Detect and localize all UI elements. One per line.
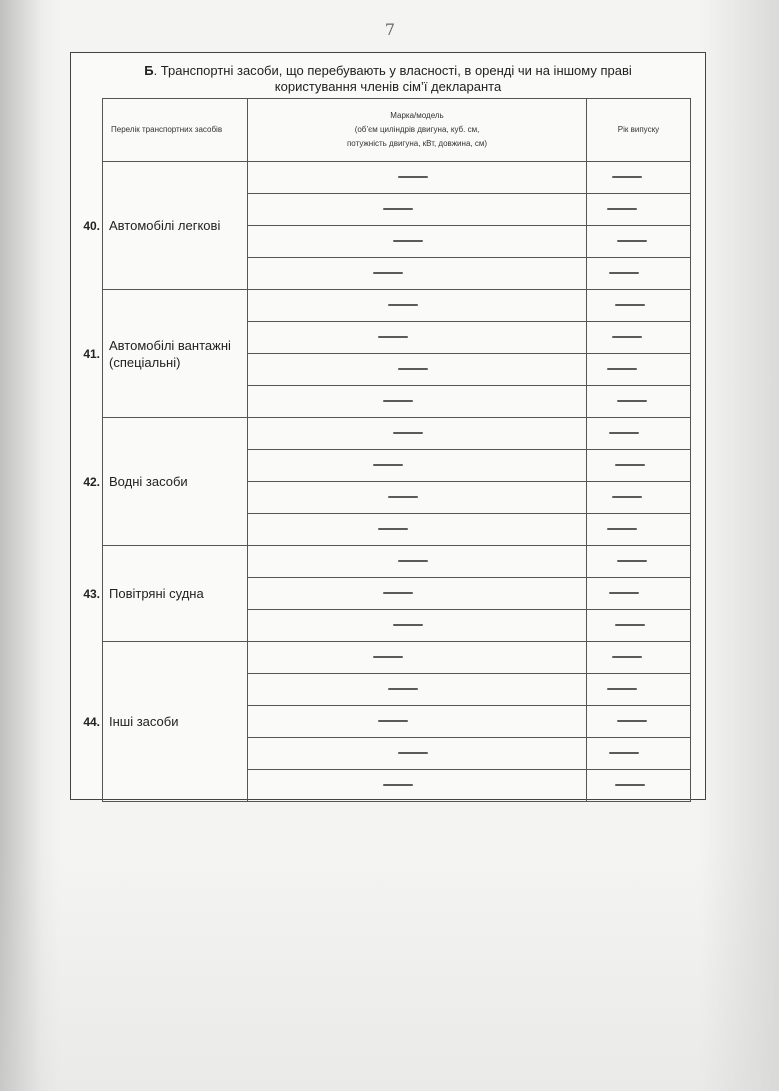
empty-entry-dash xyxy=(609,592,639,594)
model-cell xyxy=(248,290,587,322)
category-cell xyxy=(83,162,248,290)
empty-entry-dash xyxy=(609,272,639,274)
model-cell xyxy=(248,322,587,354)
model-cell xyxy=(248,450,587,482)
section-title-line2: користування членів сім’ї декларанта xyxy=(274,79,502,94)
empty-entry-dash xyxy=(373,656,403,658)
empty-entry-dash xyxy=(393,240,423,242)
year-cell xyxy=(587,578,691,610)
empty-entry-dash xyxy=(383,400,413,402)
header-vehicle-list: Перелік транспортних засобів xyxy=(103,99,248,162)
empty-entry-dash xyxy=(617,560,647,562)
category-cell xyxy=(83,290,248,418)
empty-entry-dash xyxy=(609,432,639,434)
model-cell xyxy=(248,546,587,578)
model-cell xyxy=(248,258,587,290)
empty-entry-dash xyxy=(607,368,637,370)
year-cell xyxy=(587,418,691,450)
empty-entry-dash xyxy=(607,688,637,690)
empty-entry-dash xyxy=(615,624,645,626)
year-cell xyxy=(587,674,691,706)
scan-shadow-left xyxy=(0,0,60,1091)
model-cell xyxy=(248,642,587,674)
category-label: Інші засоби xyxy=(109,714,179,729)
table-row xyxy=(103,418,691,450)
category-cell xyxy=(83,546,248,642)
year-cell xyxy=(587,290,691,322)
empty-entry-dash xyxy=(615,464,645,466)
empty-entry-dash xyxy=(612,496,642,498)
category-number: 40. xyxy=(83,218,100,233)
empty-entry-dash xyxy=(398,560,428,562)
year-cell xyxy=(587,450,691,482)
empty-entry-dash xyxy=(612,176,642,178)
year-cell xyxy=(587,194,691,226)
model-cell xyxy=(248,706,587,738)
empty-entry-dash xyxy=(398,176,428,178)
year-cell xyxy=(587,706,691,738)
empty-entry-dash xyxy=(615,784,645,786)
empty-entry-dash xyxy=(373,464,403,466)
model-cell xyxy=(248,482,587,514)
table-row xyxy=(103,290,691,322)
model-cell xyxy=(248,738,587,770)
year-cell xyxy=(587,386,691,418)
empty-entry-dash xyxy=(378,720,408,722)
empty-entry-dash xyxy=(607,208,637,210)
vehicles-table-body xyxy=(83,162,691,802)
model-cell xyxy=(248,674,587,706)
category-cell xyxy=(83,642,248,802)
model-cell xyxy=(248,418,587,450)
vehicles-table xyxy=(83,98,691,802)
empty-entry-dash xyxy=(617,240,647,242)
year-cell xyxy=(587,610,691,642)
table-header-row xyxy=(103,99,691,162)
model-cell xyxy=(248,354,587,386)
empty-entry-dash xyxy=(383,784,413,786)
empty-entry-dash xyxy=(383,208,413,210)
model-cell xyxy=(248,578,587,610)
empty-entry-dash xyxy=(612,336,642,338)
empty-entry-dash xyxy=(617,400,647,402)
scan-shadow-bottom xyxy=(0,850,779,1091)
empty-entry-dash xyxy=(617,720,647,722)
model-cell xyxy=(248,162,587,194)
empty-entry-dash xyxy=(388,304,418,306)
empty-entry-dash xyxy=(378,336,408,338)
category-label: Автомобілі вантажні xyxy=(109,337,231,353)
year-cell xyxy=(587,258,691,290)
year-cell xyxy=(587,482,691,514)
category-label: Автомобілі легкові xyxy=(109,218,221,233)
empty-entry-dash xyxy=(612,656,642,658)
model-cell xyxy=(248,386,587,418)
empty-entry-dash xyxy=(373,272,403,274)
category-label: Повітряні судна xyxy=(109,586,204,601)
year-cell xyxy=(587,354,691,386)
year-cell xyxy=(587,738,691,770)
year-cell xyxy=(587,546,691,578)
category-label-line2: (спеціальні) xyxy=(109,354,181,370)
category-number: 42. xyxy=(83,474,100,489)
model-cell xyxy=(248,610,587,642)
empty-entry-dash xyxy=(609,752,639,754)
empty-entry-dash xyxy=(388,496,418,498)
year-cell xyxy=(587,514,691,546)
year-cell xyxy=(587,642,691,674)
empty-entry-dash xyxy=(393,624,423,626)
empty-entry-dash xyxy=(615,304,645,306)
table-row xyxy=(103,642,691,674)
empty-entry-dash xyxy=(398,368,428,370)
section-title-line1: . Транспортні засоби, що перебувають у власності, в оренді чи на іншому праві xyxy=(153,63,632,78)
category-number: 41. xyxy=(83,346,100,361)
declaration-section-frame xyxy=(70,52,706,800)
model-cell xyxy=(248,226,587,258)
empty-entry-dash xyxy=(388,688,418,690)
table-row xyxy=(103,162,691,194)
header-make-model: Марка/модель (об’єм циліндрів двигуна, куб. см, потужність двигуна, кВт, довжина, см) xyxy=(248,99,587,162)
model-cell xyxy=(248,770,587,802)
table-row xyxy=(103,546,691,578)
empty-entry-dash xyxy=(378,528,408,530)
model-cell xyxy=(248,514,587,546)
year-cell xyxy=(587,770,691,802)
empty-entry-dash xyxy=(393,432,423,434)
page-number: 7 xyxy=(384,20,396,39)
category-cell xyxy=(83,418,248,546)
section-title xyxy=(71,63,705,95)
year-cell xyxy=(587,322,691,354)
empty-entry-dash xyxy=(607,528,637,530)
empty-entry-dash xyxy=(398,752,428,754)
scan-shadow-right xyxy=(700,0,779,1091)
header-year: Рік випуску xyxy=(587,99,691,162)
empty-entry-dash xyxy=(383,592,413,594)
year-cell xyxy=(587,226,691,258)
category-label: Водні засоби xyxy=(109,474,188,489)
category-number: 44. xyxy=(83,714,100,729)
section-letter: Б xyxy=(144,63,154,78)
model-cell xyxy=(248,194,587,226)
category-number: 43. xyxy=(83,586,100,601)
year-cell xyxy=(587,162,691,194)
